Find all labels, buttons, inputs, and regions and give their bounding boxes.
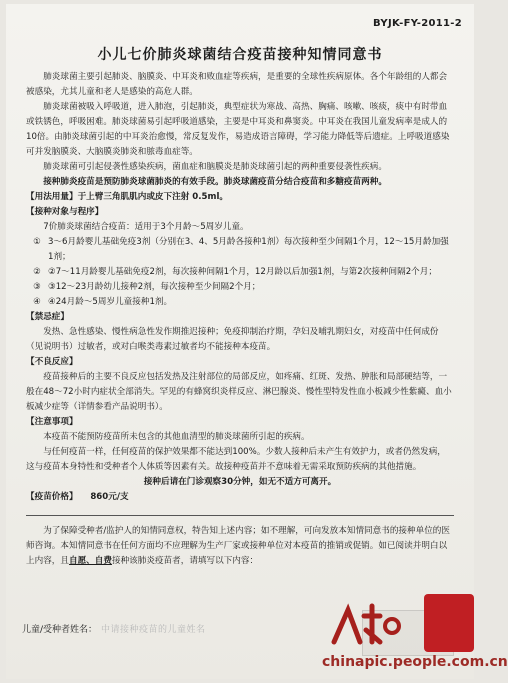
consent-text-2: 接种该肺炎疫苗者，请填写以下内容： bbox=[111, 556, 259, 566]
schedule-text: ③12～23月龄幼儿接种2剂，每次接种至少间隔2个月； bbox=[48, 282, 261, 292]
invasive-paragraph: 肺炎球菌可引起侵袭性感染疾病，菌血症和脑膜炎是肺炎球菌引起的两种重要侵袭性疾病。 bbox=[43, 162, 387, 172]
consent-document bbox=[6, 4, 508, 679]
signature-label: 儿童/受种者姓名： bbox=[22, 625, 98, 635]
adverse-text: 疫苗接种后的主要不良反应包括发热及注射部位的局部反应，如疼痛、红斑、发热、肿胀和局部硬结等，一般在48～72小时内症状全部消失。罕见的有蜂窝织炎样反应、淋巴腺炎、慢性型特发性血小板减少性紫癜、血小板减少症等（详情参看产品说明书）。 bbox=[26, 372, 452, 412]
schedule-number: ② bbox=[33, 267, 41, 277]
picture-badge-watermark bbox=[424, 594, 474, 652]
document-title: 小儿七价肺炎球菌结合疫苗接种知情同意书 bbox=[97, 47, 383, 63]
symptom-paragraph: 肺炎球菌被吸入呼吸道，进入肺泡，引起肺炎，典型症状为寒战、高热、胸痛、咳嗽、咳痰，痰中有时带血或铁锈色，呼吸困难。肺炎球菌易引起呼吸道感染，主要是中耳炎和鼻窦炎。中耳炎在我国儿童发病率是成人的10倍。由肺炎球菌引起的中耳炎治愈慢，常反复发作，易造成语言障碍，学习能力降低等后遗症。上呼吸道感染可并发脑膜炎、大脑膜炎肺炎和脓毒血症等。 bbox=[26, 102, 450, 157]
notes-line-1: 本疫苗不能预防疫苗所未包含的其他血清型的肺炎球菌所引起的疾病。 bbox=[43, 432, 310, 442]
schedule-item bbox=[26, 235, 454, 265]
schedule-text: 3～6月龄婴儿基础免疫3剂（分别在3、4、5月龄各接种1剂）每次接种至少间隔1个月，12～15月龄加强1剂； bbox=[48, 237, 449, 262]
schedule-number: ③ bbox=[33, 282, 41, 292]
schedule-number: ① bbox=[33, 237, 41, 247]
observation-note: 接种后请在门诊观察30分钟，如无不适方可离开。 bbox=[143, 477, 337, 487]
contraindication-heading: 【禁忌症】 bbox=[26, 312, 69, 322]
contraindication-text: 发热、急性感染、慢性病急性发作期推迟接种；免疫抑制治疗期，孕妇及哺乳期妇女，对疫苗中任何成份（见说明书）过敏者，或对白喉类毒素过敏者均不能接种本疫苗。 bbox=[26, 327, 439, 352]
notes-line-2: 与任何疫苗一样，任何疫苗的保护效果都不能达到100%。少数人接种后未产生有效护力，或者仍然发病，这与疫苗本身特性和受种者个人体质等因素有关。故接种疫苗并不意味着无需采取预防疾病的其他措施。 bbox=[26, 447, 446, 472]
prevention-paragraph: 接种肺炎疫苗是预防肺炎球菌肺炎的有效手段。肺炎球菌疫苗分结合疫苗和多糖疫苗两种。 bbox=[43, 177, 387, 187]
targets-heading: 【接种对象与程序】 bbox=[26, 207, 104, 217]
section-divider bbox=[26, 515, 454, 516]
consent-text-1: 为了保障受种者/监护人的知情同意权，特告知上述内容；如不理解，可向发放本知情同意书的接种单位的医师咨询。本知情同意书在任何方面均不应理解为生产厂家或接种单位对本疫苗的推销或促销。如已阅读并明白以上内容，且 bbox=[26, 526, 450, 566]
schedule-item bbox=[26, 295, 454, 310]
notes-heading: 【注意事项】 bbox=[26, 417, 78, 427]
schedule-text: ②7～11月龄婴儿基础免疫2剂，每次接种间隔1个月，12月龄以后加强1剂，与第2次接种间隔2个月； bbox=[48, 267, 437, 277]
schedule-item bbox=[26, 265, 454, 280]
price-row bbox=[26, 490, 454, 505]
price-label: 【疫苗价格】 bbox=[26, 492, 78, 502]
schedule-number: ④ bbox=[33, 297, 41, 307]
adverse-heading: 【不良反应】 bbox=[26, 357, 78, 367]
signature-name-blurred: 中请接种疫苗的儿童姓名 bbox=[101, 625, 206, 635]
document-body bbox=[26, 70, 454, 569]
consent-paragraph bbox=[26, 524, 454, 569]
watermark-url: chinapic.people.com.cn bbox=[322, 654, 508, 670]
intro-paragraph: 肺炎球菌主要引起肺炎、脑膜炎、中耳炎和败血症等疾病，是重要的全球性疾病原体。各个年龄组的人都会被感染，尤其儿童和老人是感染的高危人群。 bbox=[26, 72, 448, 97]
signature-line bbox=[22, 622, 206, 635]
price-value: 860元/支 bbox=[90, 492, 129, 502]
document-code: BYJK-FY-2011-2 bbox=[373, 18, 462, 29]
usage-line: 【用法用量】于上臂三角肌肌内或皮下注射 0.5ml。 bbox=[26, 192, 228, 202]
consent-emphasis: 自愿、自费 bbox=[68, 556, 112, 566]
targets-line: 7价肺炎球菌结合疫苗：适用于3个月龄～5周岁儿童。 bbox=[43, 222, 249, 232]
schedule-text: ④24月龄～5周岁儿童接种1剂。 bbox=[48, 297, 173, 307]
schedule-item bbox=[26, 280, 454, 295]
people-logo-watermark bbox=[324, 602, 402, 650]
